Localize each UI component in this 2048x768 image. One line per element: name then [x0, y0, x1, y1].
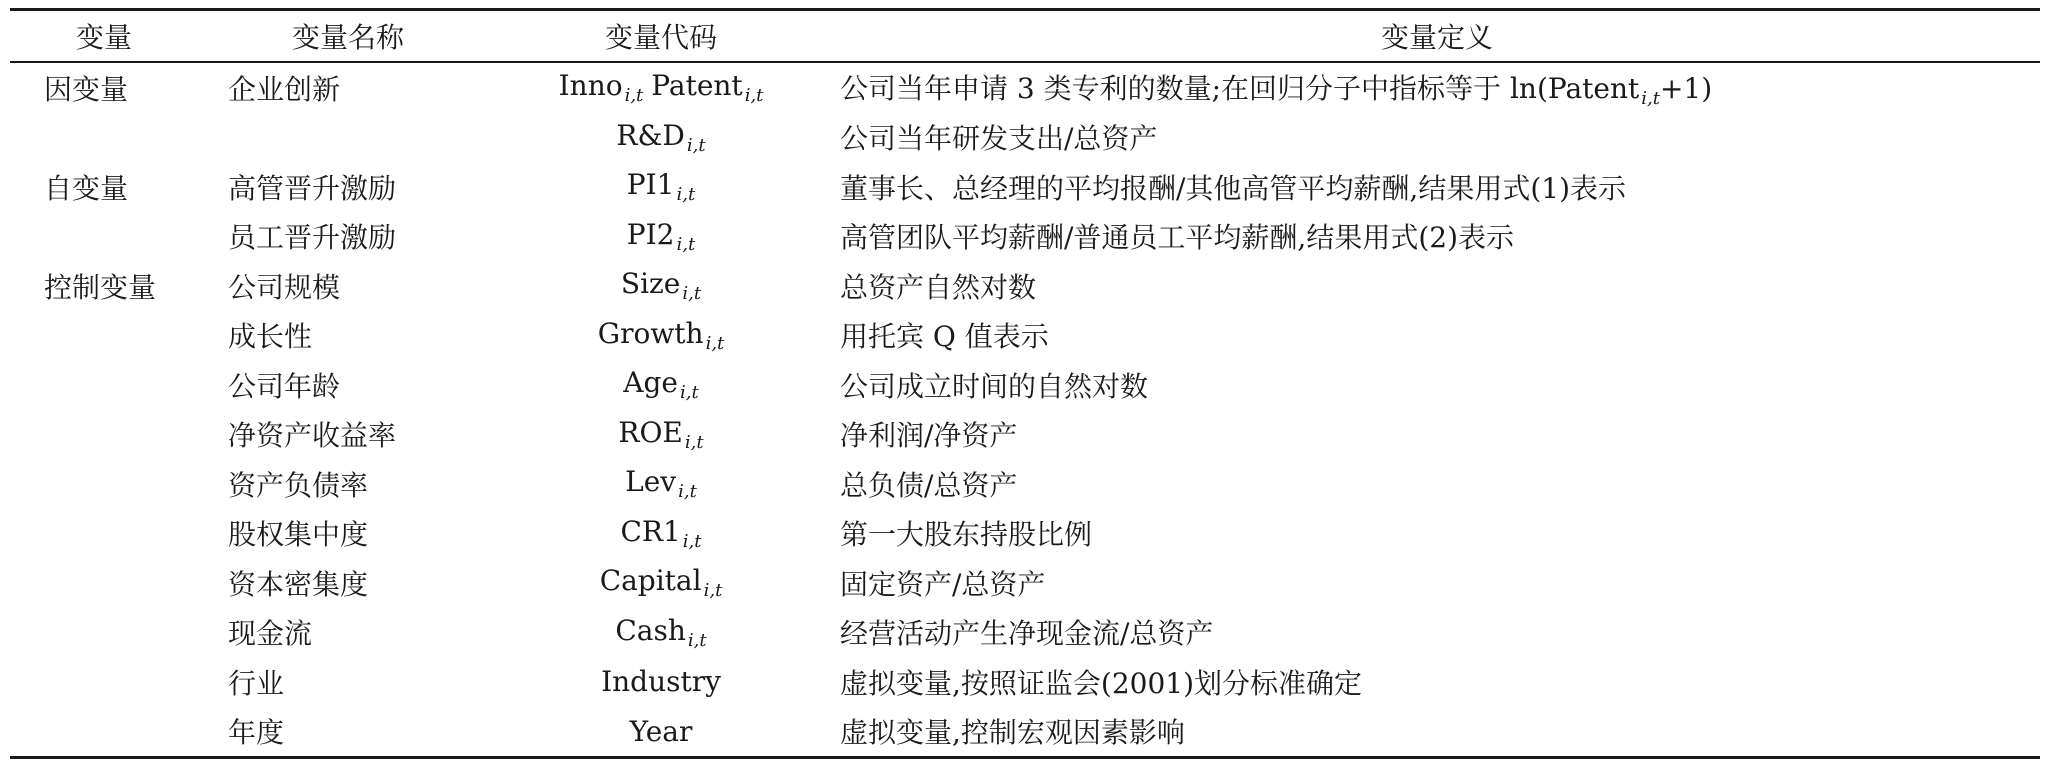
cell-variable-code [488, 360, 834, 410]
cell-category [10, 212, 188, 262]
variable-definition-table-container [10, 8, 2040, 759]
cell-variable-name: 行业 [228, 666, 285, 700]
cell-variable-name: 成长性 [228, 320, 313, 354]
cell-variable-definition [834, 113, 2040, 163]
definition-text: 第一大股东持股比例 [840, 518, 1093, 552]
cell-variable-name: 股权集中度 [228, 518, 369, 552]
cell-variable-name: 公司年龄 [228, 369, 341, 403]
table-body [10, 62, 2040, 758]
definition-tail: +1) [1659, 71, 1713, 105]
cell-category [10, 459, 188, 509]
code-symbol: Industry [601, 665, 721, 699]
definition-text: 净利润/净资产 [840, 419, 1018, 453]
definition-text: 固定资产/总资产 [840, 567, 1046, 601]
cell-variable-name: 企业创新 [228, 72, 341, 106]
table-header [10, 10, 2040, 63]
header-variable-definition: 变量定义 [834, 10, 2040, 63]
cell-variable-name: 年度 [188, 707, 488, 758]
cell-variable-code [488, 62, 834, 113]
cell-variable-definition [834, 459, 2040, 509]
cell-category [10, 558, 188, 608]
cell-variable-code [488, 459, 834, 509]
code-subscript: i,t [676, 233, 696, 255]
table-row [10, 509, 2040, 559]
code-symbol: Size [620, 267, 681, 301]
cell-variable-code [488, 113, 834, 163]
table-row [10, 558, 2040, 608]
code-symbol: Patent [651, 69, 743, 103]
definition-text: 董事长、总经理的平均报酬/其他高管平均薪酬,结果用式(1)表示 [840, 171, 1626, 205]
code-subscript: i,t [680, 382, 699, 404]
table-row [10, 360, 2040, 410]
cell-category [10, 410, 188, 460]
cell-variable-code [488, 707, 834, 758]
cell-variable-code [488, 558, 834, 608]
definition-text: 经营活动产生净现金流/总资产 [840, 617, 1214, 651]
table-row [10, 62, 2040, 113]
cell-variable-definition [834, 509, 2040, 559]
code-symbol: CR1 [620, 514, 681, 548]
cell-variable-definition [834, 657, 2040, 707]
code-symbol: Age [623, 366, 678, 400]
definition-subscript: i,t [1641, 87, 1660, 109]
code-symbol: Growth [597, 316, 704, 350]
table-row [10, 459, 2040, 509]
code-subscript: i,t [686, 134, 706, 156]
cell-variable-name: 公司规模 [228, 270, 341, 304]
cell-variable-name: 资产负债率 [228, 468, 369, 502]
definition-text: 总负债/总资产 [840, 468, 1018, 502]
code-subscript: i,t [624, 85, 644, 107]
definition-text: 公司当年申请 3 类专利的数量;在回归分子中指标等于 ln(Patent [840, 71, 1640, 105]
cell-variable-code [488, 657, 834, 707]
code-symbol: Year [629, 714, 693, 748]
code-symbol: Inno [558, 69, 623, 103]
cell-variable-definition [834, 62, 2040, 113]
table-row [10, 311, 2040, 361]
table-row [10, 261, 2040, 311]
cell-variable-name: 员工晋升激励 [228, 221, 397, 255]
header-variable: 变量 [10, 10, 188, 63]
cell-category [10, 657, 188, 707]
cell-category [10, 707, 188, 758]
code-symbol: R&D [616, 118, 685, 152]
variable-definition-table [10, 8, 2040, 759]
code-subscript: i,t [744, 85, 764, 107]
cell-category: 因变量 [44, 72, 129, 106]
definition-text: 高管团队平均薪酬/普通员工平均薪酬,结果用式(2)表示 [840, 221, 1514, 255]
cell-variable-definition [834, 558, 2040, 608]
cell-variable-definition [834, 707, 2040, 758]
code-subscript: i,t [684, 431, 704, 453]
code-subscript: i,t [676, 184, 696, 206]
table-row [10, 410, 2040, 460]
cell-variable-code [488, 410, 834, 460]
code-subscript: i,t [678, 481, 697, 503]
cell-variable-code [488, 212, 834, 262]
header-variable-name: 变量名称 [188, 10, 488, 63]
cell-category [10, 509, 188, 559]
header-variable-code: 变量代码 [488, 10, 834, 63]
cell-variable-name: 高管晋升激励 [228, 171, 397, 205]
cell-category [10, 113, 188, 163]
definition-text: 用托宾 Q 值表示 [840, 320, 1049, 354]
code-symbol: PI1 [626, 168, 675, 202]
table-row [10, 113, 2040, 163]
code-subscript: i,t [705, 332, 725, 354]
table-row [10, 162, 2040, 212]
code-symbol: PI2 [626, 217, 675, 251]
cell-variable-name: 资本密集度 [228, 567, 369, 601]
code-symbol: Capital [599, 564, 702, 598]
definition-text: 公司成立时间的自然对数 [840, 369, 1149, 403]
table-row [10, 707, 2040, 758]
table-row [10, 657, 2040, 707]
cell-variable-name: 现金流 [228, 617, 313, 651]
definition-text: 公司当年研发支出/总资产 [840, 122, 1158, 156]
table-row [10, 212, 2040, 262]
cell-variable-definition [834, 360, 2040, 410]
code-subscript: i,t [687, 629, 707, 651]
cell-variable-definition [834, 311, 2040, 361]
code-subscript: i,t [703, 580, 723, 602]
cell-variable-definition [834, 212, 2040, 262]
cell-category: 自变量 [44, 171, 129, 205]
definition-text: 虚拟变量,按照证监会(2001)划分标准确定 [840, 666, 1363, 700]
cell-category: 控制变量 [44, 270, 157, 304]
cell-variable-code [488, 311, 834, 361]
code-symbol: Cash [615, 613, 686, 647]
cell-variable-definition [834, 410, 2040, 460]
cell-variable-definition [834, 162, 2040, 212]
cell-variable-definition [834, 261, 2040, 311]
code-symbol: ROE [618, 415, 683, 449]
cell-category [10, 311, 188, 361]
cell-variable-code [488, 162, 834, 212]
cell-variable-name [188, 113, 488, 163]
cell-category [10, 360, 188, 410]
cell-category [10, 608, 188, 658]
table-row [10, 608, 2040, 658]
code-subscript: i,t [682, 530, 702, 552]
code-subscript: i,t [682, 283, 702, 305]
cell-variable-code [488, 261, 834, 311]
cell-variable-code [488, 608, 834, 658]
cell-variable-definition [834, 608, 2040, 658]
definition-text: 虚拟变量,控制宏观因素影响 [840, 716, 1185, 750]
code-symbol: Lev [625, 465, 677, 499]
cell-variable-code [488, 509, 834, 559]
cell-variable-name: 净资产收益率 [228, 419, 397, 453]
header-row [10, 10, 2040, 63]
definition-text: 总资产自然对数 [840, 270, 1037, 304]
